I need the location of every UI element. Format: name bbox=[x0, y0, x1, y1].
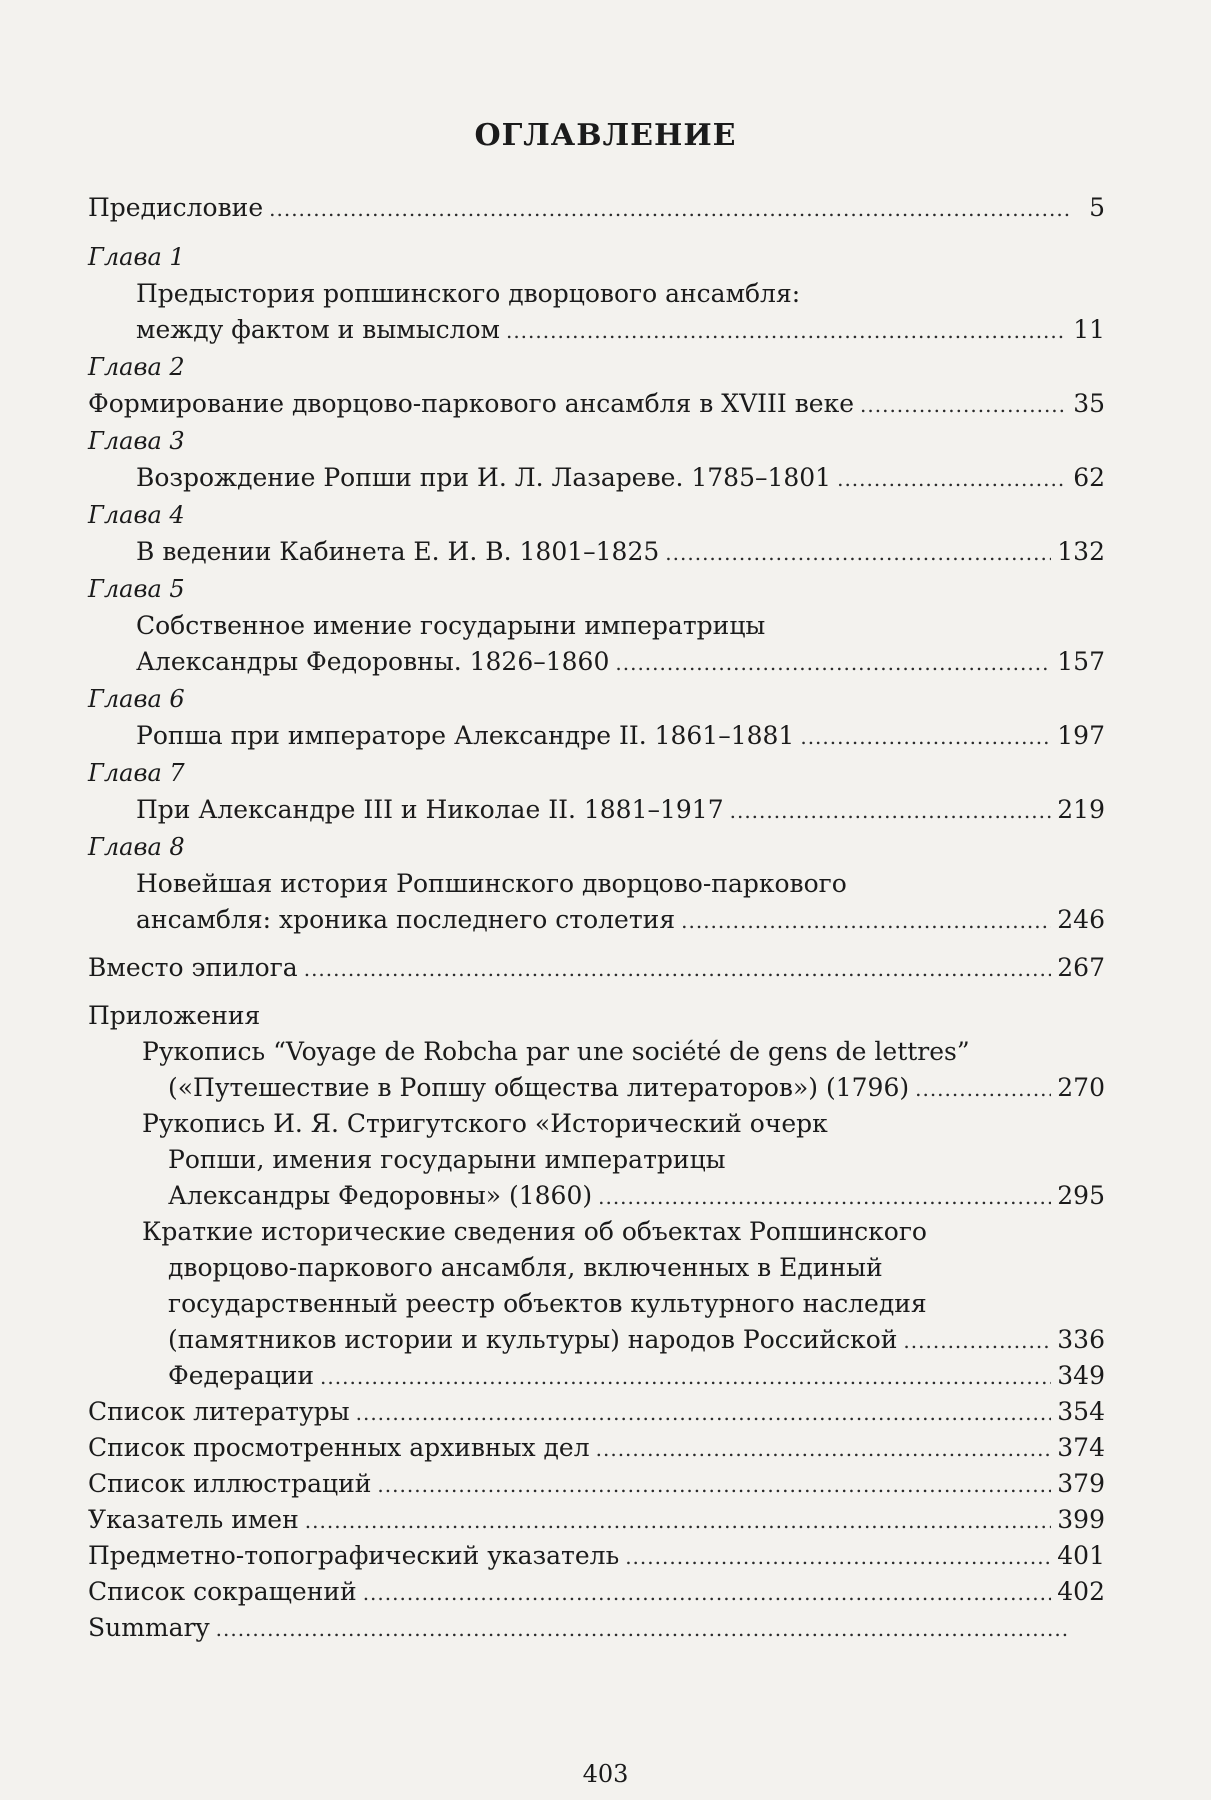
toc-page-number: 35 bbox=[1073, 389, 1105, 418]
dot-leader bbox=[681, 903, 1051, 939]
toc-page-number: 270 bbox=[1057, 1073, 1105, 1102]
toc-page-number: 197 bbox=[1057, 721, 1105, 750]
dot-leader bbox=[596, 1431, 1052, 1467]
toc-entry-line: Предыстория ропшинского дворцового ансамбля: bbox=[136, 279, 801, 308]
toc-entry-epilogue: Вместо эпилога ..... 267 bbox=[88, 950, 1105, 986]
appendices-heading: Приложения bbox=[88, 1001, 261, 1030]
dot-leader bbox=[915, 1071, 1051, 1107]
dot-leader bbox=[506, 313, 1067, 349]
toc-entry-line: (памятников истории и культуры) народов Российской ..... 336 bbox=[88, 1322, 1105, 1358]
toc-entry: Список сокращений ..... 402 bbox=[88, 1574, 1105, 1610]
toc-entry-line: Федерации ..... 349 bbox=[88, 1358, 1105, 1394]
toc-entry-line: Рукопись “Voyage de Robcha par une société de gens de lettres” bbox=[142, 1037, 970, 1066]
toc-page-number: 5 bbox=[1089, 193, 1105, 222]
chapter-heading: Глава 3 bbox=[88, 427, 185, 455]
dot-leader bbox=[356, 1395, 1052, 1431]
toc-page-number: 401 bbox=[1057, 1541, 1105, 1570]
toc-entry-line: Краткие исторические сведения об объектах Ропшинского bbox=[142, 1217, 927, 1246]
chapter-heading: Глава 5 bbox=[88, 575, 185, 603]
dot-leader bbox=[903, 1323, 1051, 1359]
chapter-heading: Глава 7 bbox=[88, 759, 185, 787]
dot-leader bbox=[615, 645, 1051, 681]
toc-entry: Список просмотренных архивных дел ..... 374 bbox=[88, 1430, 1105, 1466]
toc-page-number: 374 bbox=[1057, 1433, 1105, 1462]
toc-page-number: 11 bbox=[1073, 315, 1105, 344]
toc-page-number: 402 bbox=[1057, 1577, 1105, 1606]
dot-leader bbox=[377, 1467, 1051, 1503]
toc-entry-line: («Путешествие в Ропшу общества литераторов») (1796) ..... 270 bbox=[88, 1070, 1105, 1106]
toc-entry: Список литературы ..... 354 bbox=[88, 1394, 1105, 1430]
chapter-heading: Глава 6 bbox=[88, 685, 185, 713]
toc-page-number: 62 bbox=[1073, 463, 1105, 492]
toc-entry-line: Формирование дворцово-паркового ансамбля в XVIII веке ..... 35 bbox=[88, 386, 1105, 422]
toc-entry-line: Ропши, имения государыни императрицы bbox=[168, 1145, 726, 1174]
dot-leader bbox=[269, 191, 1071, 227]
toc-entry-line: ансамбля: хроника последнего столетия ..... 246 bbox=[88, 902, 1105, 938]
toc-page-number: 132 bbox=[1057, 537, 1105, 566]
chapter-heading: Глава 4 bbox=[88, 501, 185, 529]
page-number: 403 bbox=[582, 1760, 629, 1788]
toc-entry-line: Ропша при императоре Александре II. 1861–1881 ..... 197 bbox=[88, 718, 1105, 754]
toc-page-number: 349 bbox=[1057, 1361, 1105, 1390]
toc-entry-line: Александры Федоровны» (1860) ..... 295 bbox=[88, 1178, 1105, 1214]
dot-leader bbox=[216, 1611, 1071, 1647]
dot-leader bbox=[305, 1503, 1052, 1539]
toc-entry-line: Александры Федоровны. 1826–1860 ..... 157 bbox=[88, 644, 1105, 680]
dot-leader bbox=[625, 1539, 1051, 1575]
toc-entry-line: Рукопись И. Я. Стригутского «Исторический очерк bbox=[142, 1109, 828, 1138]
toc-entry-line: В ведении Кабинета Е. И. В. 1801–1825 ..... 132 bbox=[88, 534, 1105, 570]
toc-page-number: 336 bbox=[1057, 1325, 1105, 1354]
toc-entry-line: Возрождение Ропши при И. Л. Лазареве. 1785–1801 ..... 62 bbox=[88, 460, 1105, 496]
table-of-contents bbox=[88, 190, 1105, 1646]
toc-page-number: 157 bbox=[1057, 647, 1105, 676]
toc-entry-label: Предисловие bbox=[88, 193, 264, 222]
toc-entry-line: дворцово-паркового ансамбля, включенных в Единый bbox=[168, 1253, 883, 1282]
dot-leader bbox=[860, 387, 1067, 423]
toc-entry-line: государственный реестр объектов культурного наследия bbox=[168, 1289, 927, 1318]
toc-page-number: 399 bbox=[1057, 1505, 1105, 1534]
chapter-heading: Глава 8 bbox=[88, 833, 185, 861]
toc-entry: Список иллюстраций ..... 379 bbox=[88, 1466, 1105, 1502]
toc-page-number: 379 bbox=[1057, 1469, 1105, 1498]
dot-leader bbox=[320, 1359, 1051, 1395]
dot-leader bbox=[800, 719, 1051, 755]
toc-entry: Предметно-топографический указатель ..... 401 bbox=[88, 1538, 1105, 1574]
page-title: ОГЛАВЛЕНИЕ bbox=[474, 118, 737, 153]
toc-page-number: 295 bbox=[1057, 1181, 1105, 1210]
toc-page-number: 219 bbox=[1057, 795, 1105, 824]
toc-page-number: 354 bbox=[1057, 1397, 1105, 1426]
chapter-heading: Глава 2 bbox=[88, 353, 185, 381]
chapter-heading: Глава 1 bbox=[88, 243, 185, 271]
dot-leader bbox=[598, 1179, 1051, 1215]
toc-page-number: 246 bbox=[1057, 905, 1105, 934]
dot-leader bbox=[730, 793, 1052, 829]
dot-leader bbox=[304, 951, 1052, 987]
toc-entry: Summary ..... bbox=[88, 1610, 1105, 1646]
dot-leader bbox=[363, 1575, 1052, 1611]
toc-page-number: 267 bbox=[1057, 953, 1105, 982]
toc-entry-line: Собственное имение государыни императрицы bbox=[136, 611, 766, 640]
toc-entry: Указатель имен ..... 399 bbox=[88, 1502, 1105, 1538]
toc-entry-line: между фактом и вымыслом ..... 11 bbox=[88, 312, 1105, 348]
toc-entry-preface bbox=[88, 190, 1105, 226]
toc-entry-line: При Александре III и Николае II. 1881–1917 ..... 219 bbox=[88, 792, 1105, 828]
dot-leader bbox=[665, 535, 1051, 571]
dot-leader bbox=[837, 461, 1067, 497]
toc-entry-line: Новейшая история Ропшинского дворцово-паркового bbox=[136, 869, 847, 898]
